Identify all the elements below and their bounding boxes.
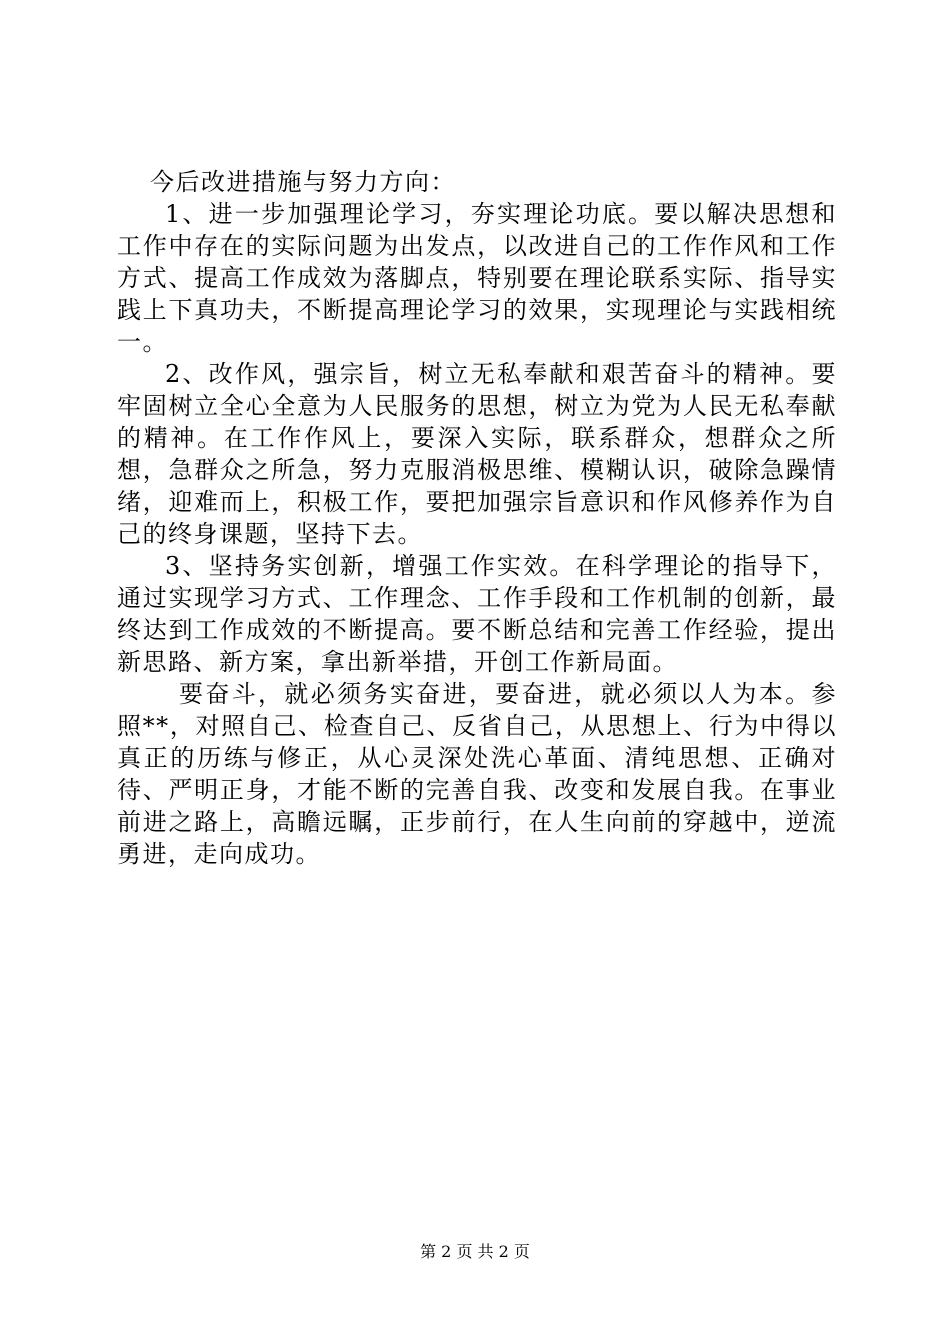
paragraph-3: 3、坚持务实创新，增强工作实效。在科学理论的指导下，通过实现学习方式、工作理念、工作手段和工作机制的创新，最终达到工作成效的不断提高。要不断总结和完善工作经验，提出新思路、新方案，拿出新举措，开创工作新局面。 bbox=[117, 552, 837, 676]
paragraph-2: 2、改作风，强宗旨，树立无私奉献和艰苦奋斗的精神。要牢固树立全心全意为人民服务的思想，树立为党为人民无私奉献的精神。在工作作风上，要深入实际，联系群众，想群众之所想，急群众之所急，努力克服消极思维、模糊认识，破除急躁情绪，迎难而上，积极工作，要把加强宗旨意识和作风修养作为自己的终身课题，坚持下去。 bbox=[117, 360, 837, 548]
paragraph-4: 要奋斗，就必须务实奋进，要奋进，就必须以人为本。参照**，对照自己、检查自己、反省自己，从思想上、行为中得以真正的历练与修正，从心灵深处洗心革面、清纯思想、正确对待、严明正身，才能不断的完善自我、改变和发展自我。在事业前进之路上，高瞻远瞩，正步前行，在人生向前的穿越中，逆流勇进，走向成功。 bbox=[117, 680, 837, 868]
section-heading: 今后改进措施与努力方向： bbox=[150, 168, 456, 196]
document-body bbox=[117, 166, 837, 870]
page-number-footer: 第 2 页 共 2 页 bbox=[420, 1242, 530, 1261]
paragraph-1: 1、进一步加强理论学习，夯实理论功底。要以解决思想和工作中存在的实际问题为出发点，以改进自己的工作作风和工作方式、提高工作成效为落脚点，特别要在理论联系实际、指导实践上下真功夫，不断提高理论学习的效果，实现理论与实践相统一。 bbox=[117, 200, 837, 356]
